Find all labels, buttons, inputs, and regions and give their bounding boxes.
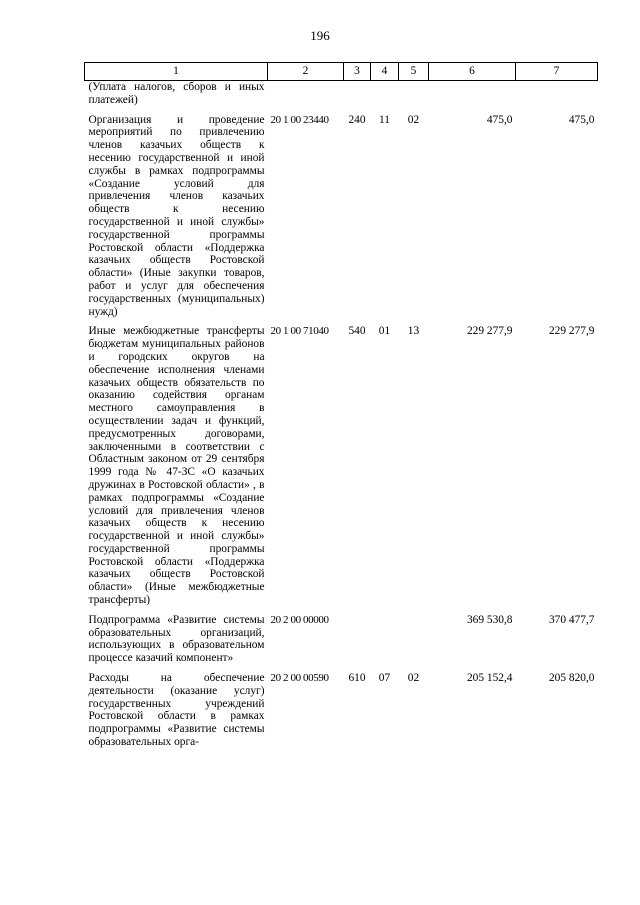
row-description: Расходы на обеспечение деятельности (оказание услуг) государственных учреждений Ростовской области в рамках подпрограммы «Развитие системы образовательных орга- <box>88 672 265 749</box>
expense-type <box>344 607 371 665</box>
subsection <box>399 81 429 107</box>
amount-col7 <box>516 81 598 107</box>
header-cell-6: 6 <box>429 63 516 81</box>
amount-col6: 229 277,9 <box>466 325 513 338</box>
target-code: 20 1 00 71040 <box>270 325 329 338</box>
table-row <box>85 318 598 607</box>
header-cell-3: 3 <box>344 63 371 81</box>
table-row <box>85 81 598 107</box>
page-number: 196 <box>310 28 330 43</box>
subsection <box>399 607 429 665</box>
section <box>371 81 399 107</box>
budget-table <box>84 62 598 749</box>
expense-type: 240 <box>348 113 366 126</box>
header-cell-1: 1 <box>85 63 268 81</box>
section <box>371 607 399 665</box>
target-code: 20 2 00 00590 <box>270 672 329 685</box>
table-header <box>85 63 598 81</box>
row-description: (Уплата налогов, сборов и иных платежей) <box>88 81 265 106</box>
row-description: Подпрограмма «Развитие системы образовательных организаций, использующих в образовательном процессе казачий компонент» <box>88 613 265 665</box>
target-code: 20 1 00 23440 <box>270 113 329 126</box>
table-body <box>85 81 598 749</box>
section: 11 <box>379 113 390 126</box>
amount-col7: 229 277,9 <box>548 325 595 338</box>
header-cell-4: 4 <box>371 63 399 81</box>
amount-col6 <box>429 81 516 107</box>
amount-col6: 205 152,4 <box>466 672 513 685</box>
expense-type: 610 <box>348 672 366 685</box>
header-cell-5: 5 <box>399 63 429 81</box>
expense-type <box>344 81 371 107</box>
subsection: 02 <box>407 672 420 685</box>
expense-type: 540 <box>348 325 366 338</box>
table-row <box>85 607 598 665</box>
amount-col7: 205 820,0 <box>548 672 595 685</box>
table-row <box>85 107 598 319</box>
header-cell-7: 7 <box>516 63 598 81</box>
amount-col7: 475,0 <box>568 113 595 126</box>
target-code <box>268 81 344 107</box>
row-description: Организация и проведение мероприятий по привлечению членов казачьих обществ к несению государственной и иной службы в рамках подпрограммы «Создание условий для привлечения членов казачьих обществ к несению государственной и иной службы» государственной программы Ростовской области «Поддержка казачьих обществ Ростовской области» (Иные закупки товаров, работ и услуг для обеспечения государственных (муниципальных) нужд) <box>88 113 265 318</box>
subsection: 13 <box>407 325 420 338</box>
section: 07 <box>378 672 391 685</box>
amount-col7: 370 477,7 <box>548 613 595 626</box>
table-row <box>85 665 598 749</box>
amount-col6: 369 530,8 <box>466 613 513 626</box>
amount-col6: 475,0 <box>486 113 513 126</box>
row-description: Иные межбюджетные трансферты бюджетам муниципальных районов и городских округов на обеспечение исполнения членами казачьих обществ обязательств по оказанию содействия органам местного самоуправления в осуществлении задач и функций, предусмотренных договорами, заключенными в соответствии с Областным законом от 29 сентября 1999 года № 47-ЗС «О казачьих дружинах в Ростовской области» , в рамках подпрограммы «Создание условий для привлечения членов казачьих обществ к несению государственной и иной службы» государственной программы Ростовской области «Поддержка казачьих обществ Ростовской области» (Иные межбюджетные трансферты) <box>88 325 265 607</box>
subsection: 02 <box>407 113 420 126</box>
target-code: 20 2 00 00000 <box>270 613 329 626</box>
header-cell-2: 2 <box>268 63 344 81</box>
section: 01 <box>378 325 391 338</box>
